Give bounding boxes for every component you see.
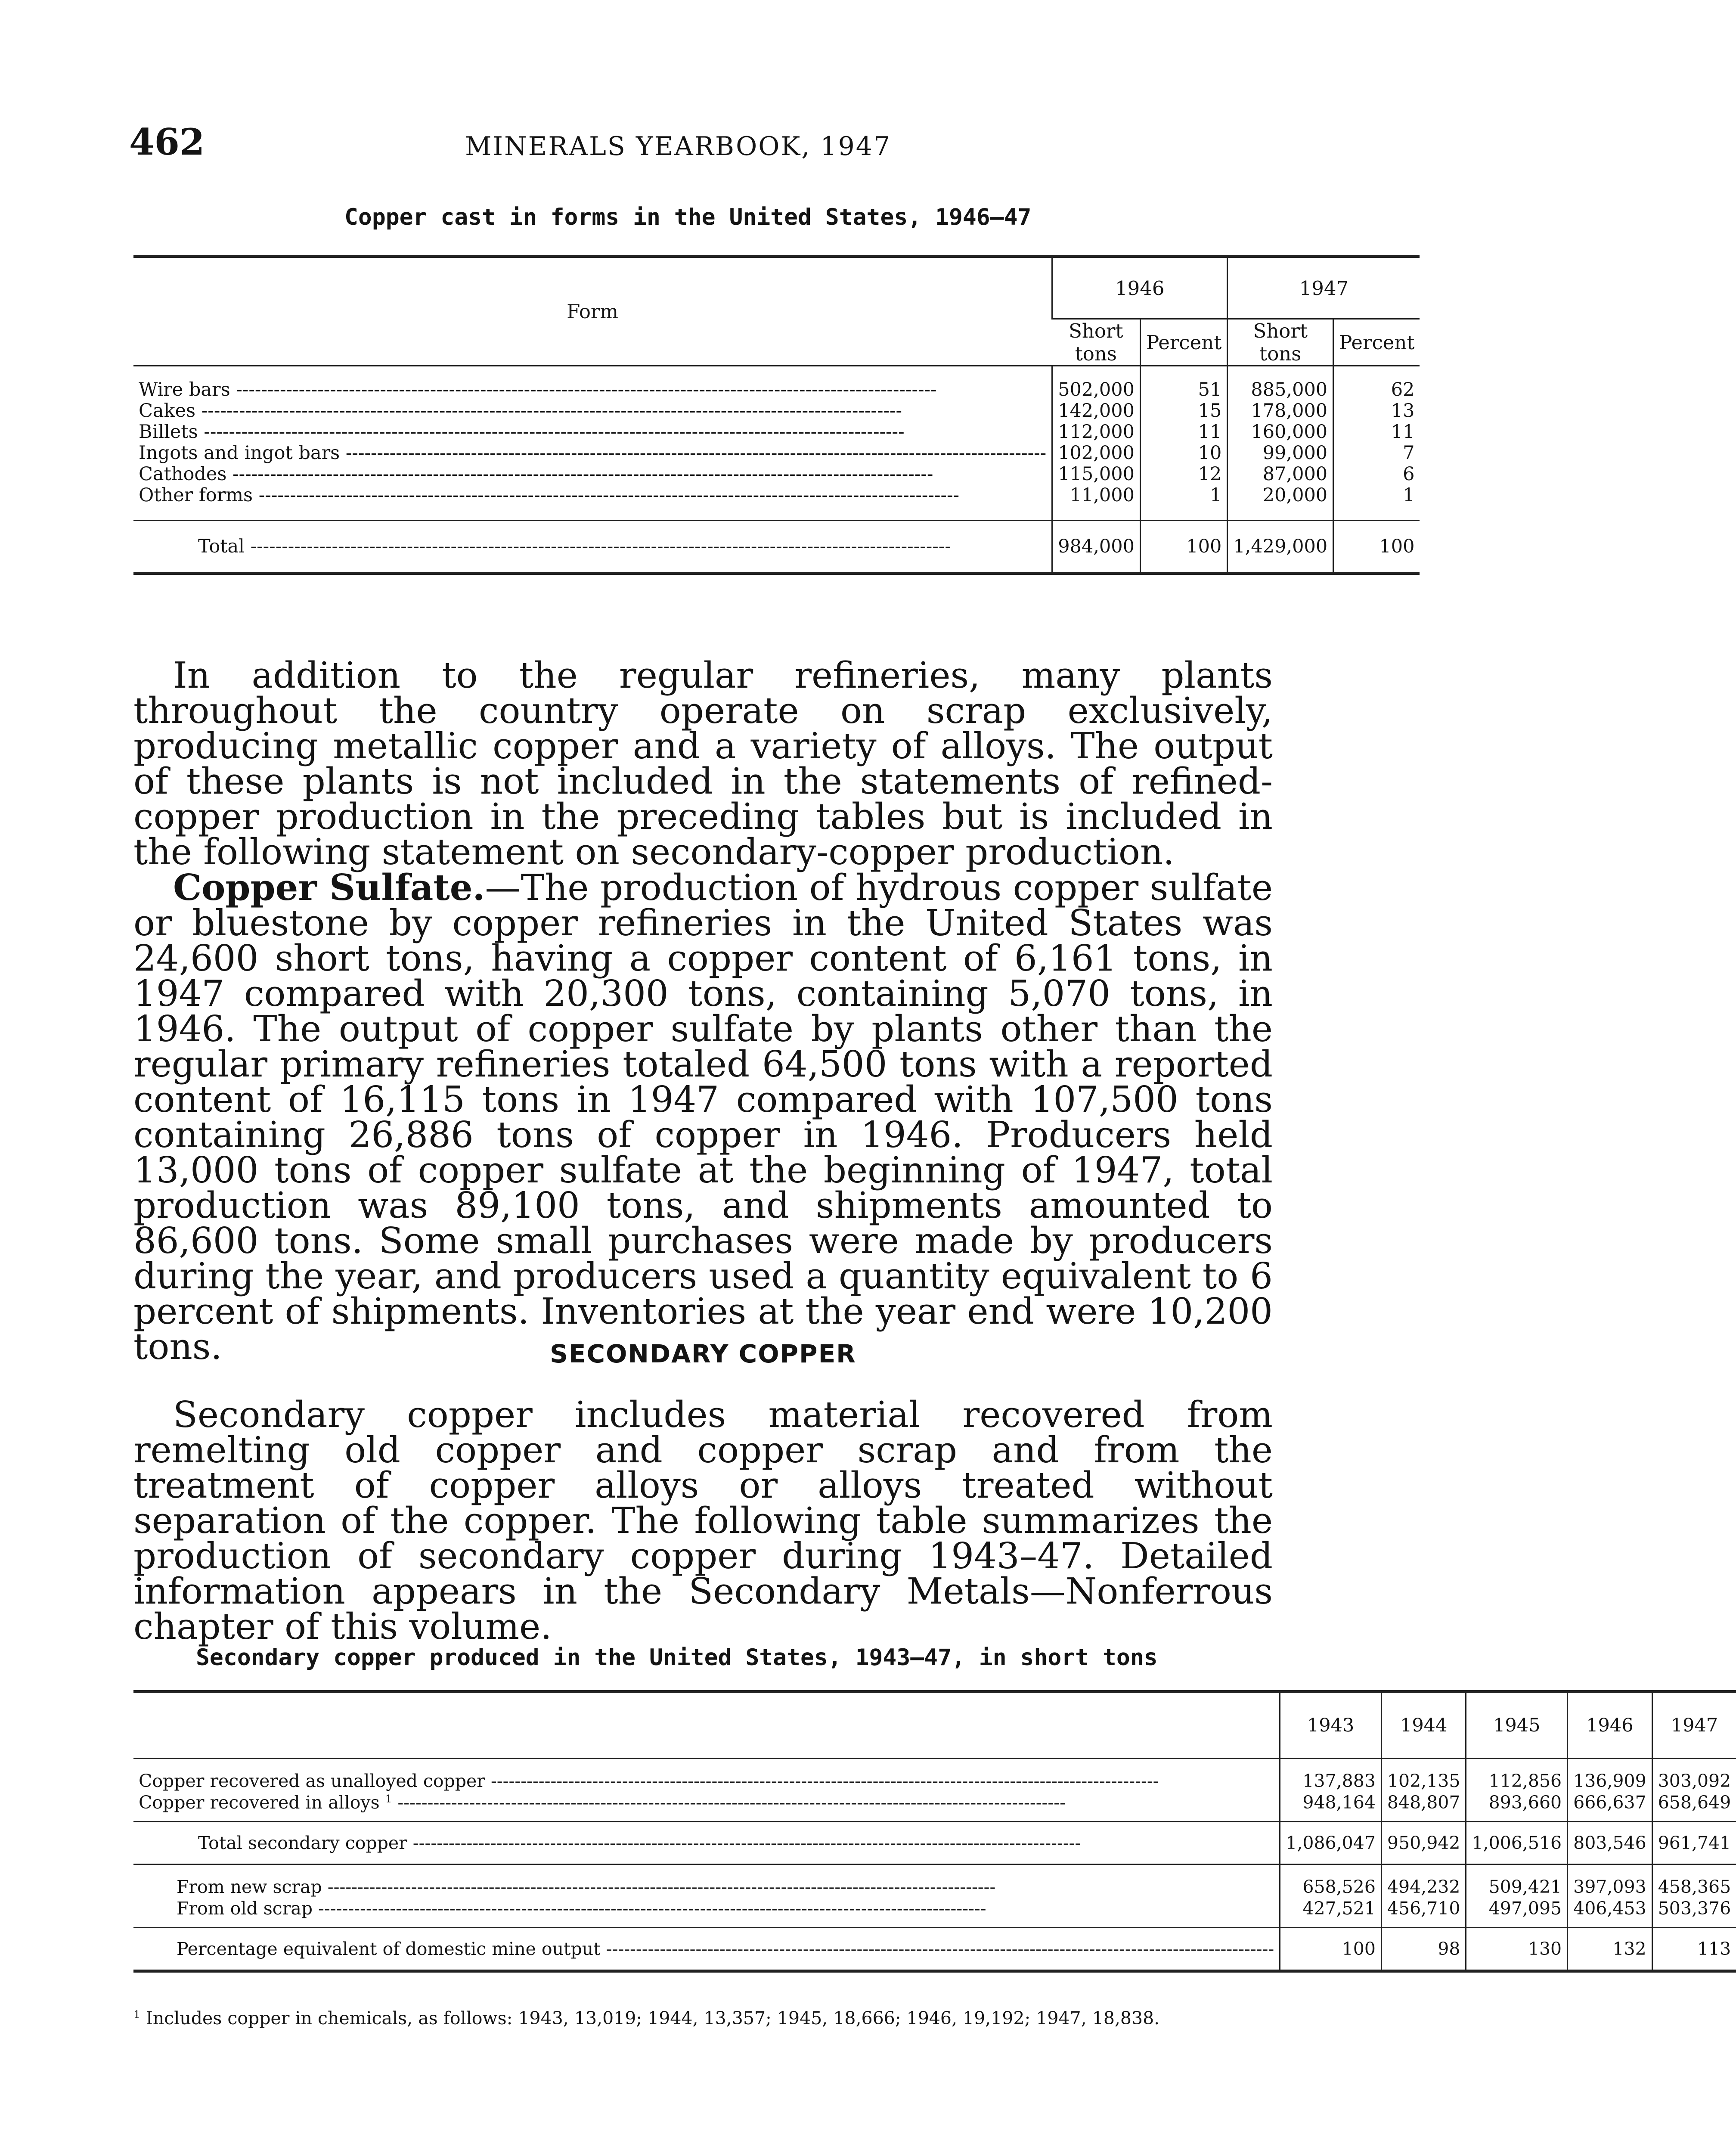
row-label: From new scrap (177, 1877, 322, 1897)
value-cell: 137,883 (1280, 1759, 1382, 1792)
tons-1947: 87,000 (1228, 464, 1333, 485)
total-tons-1947: 1,429,000 (1228, 521, 1333, 574)
footnote (133, 2007, 1273, 2030)
tons-1947: 160,000 (1228, 422, 1333, 443)
table-row (133, 366, 1420, 401)
percent-1947: 6 (1333, 464, 1420, 485)
value-cell: 130 (1466, 1928, 1568, 1971)
value-cell: 666,637 (1568, 1792, 1652, 1822)
value-cell: 503,376 (1652, 1898, 1736, 1928)
value-cell: 509,421 (1466, 1864, 1568, 1898)
copper-forms-table (133, 255, 1420, 575)
total-row (133, 521, 1420, 574)
percent-1946: 1 (1141, 485, 1228, 521)
table-row (133, 1928, 1736, 1971)
form-label: Wire bars (139, 379, 230, 400)
value-cell: 1,006,516 (1466, 1822, 1568, 1864)
row-label: Total secondary copper (198, 1833, 407, 1853)
total-percent-1946: 100 (1141, 521, 1228, 574)
year-header: 1944 (1381, 1692, 1466, 1759)
value-cell: 136,909 (1568, 1759, 1652, 1792)
year-header-1946: 1946 (1052, 257, 1228, 319)
short-tons-header: Short tons (1228, 319, 1333, 366)
value-cell: 494,232 (1381, 1864, 1466, 1898)
form-label: Billets (139, 421, 198, 443)
form-label: Ingots and ingot bars (139, 442, 340, 464)
footnote-marker: 1 (385, 1792, 392, 1805)
tons-1946: 115,000 (1052, 464, 1141, 485)
running-header (129, 121, 1274, 163)
total-label: Total (198, 536, 245, 557)
value-cell: 113 (1652, 1928, 1736, 1971)
table-row (133, 1792, 1736, 1822)
body-text-block (133, 1394, 1273, 1647)
table-row (133, 422, 1420, 443)
year-header: 1947 (1652, 1692, 1736, 1759)
table-row (133, 1759, 1736, 1792)
paragraph-refineries: In addition to the regular refineries, many plants throughout the country operate on scrap exclusively, producing metallic copper and a variety of alloys. The output of these plants is not included in the statements of refined-copper production in the preceding tables but is included in the following statement on secondary-copper production. (133, 655, 1273, 873)
percent-1947: 11 (1333, 422, 1420, 443)
table-row (133, 1864, 1736, 1898)
tons-1946: 142,000 (1052, 400, 1141, 422)
value-cell: 1,086,047 (1280, 1822, 1382, 1864)
short-tons-header: Short tons (1052, 319, 1141, 366)
year-header: 1945 (1466, 1692, 1568, 1759)
percent-1947: 7 (1333, 443, 1420, 464)
percent-1947: 62 (1333, 366, 1420, 401)
table1-title: Copper cast in forms in the United States, 1946–47 (344, 204, 1032, 230)
table-row (133, 443, 1420, 464)
label-column-header (133, 1692, 1280, 1759)
paragraph-secondary-copper: Secondary copper includes material recovered from remelting old copper and copper scrap and from the treatment of copper alloys or alloys treated without separation of the copper. The following table summarizes the production of secondary copper during 1943–47. Detailed information appears in the Secondary Metals—Nonferrous chapter of this volume. (133, 1394, 1273, 1647)
value-cell: 658,526 (1280, 1864, 1382, 1898)
percent-header: Percent (1141, 319, 1228, 366)
value-cell: 961,741 (1652, 1822, 1736, 1864)
value-cell: 948,164 (1280, 1792, 1382, 1822)
secondary-copper-table (133, 1690, 1736, 1973)
year-header: 1946 (1568, 1692, 1652, 1759)
footnote-text: Includes copper in chemicals, as follows: 1943, 13,019; 1944, 13,357; 1945, 18,666; 1946, 19,192; 1947, 18,838. (146, 2008, 1160, 2029)
value-cell: 658,649 (1652, 1792, 1736, 1822)
section-heading: SECONDARY COPPER (550, 1339, 856, 1368)
value-cell: 112,856 (1466, 1759, 1568, 1792)
table-row (133, 464, 1420, 485)
form-label: Cakes (139, 400, 196, 422)
value-cell: 406,453 (1568, 1898, 1652, 1928)
table2-title: Secondary copper produced in the United States, 1943–47, in short tons (196, 1644, 1158, 1671)
value-cell: 497,095 (1466, 1898, 1568, 1928)
body-text-block (133, 655, 1273, 1368)
value-cell: 950,942 (1381, 1822, 1466, 1864)
value-cell: 456,710 (1381, 1898, 1466, 1928)
percent-header: Percent (1333, 319, 1420, 366)
year-header-1947: 1947 (1228, 257, 1420, 319)
percent-1947: 1 (1333, 485, 1420, 521)
table-row (133, 1822, 1736, 1864)
value-cell: 848,807 (1381, 1792, 1466, 1822)
row-label: Percentage equivalent of domestic mine output (177, 1939, 601, 1959)
value-cell: 303,092 (1652, 1759, 1736, 1792)
year-header: 1943 (1280, 1692, 1382, 1759)
row-label: Copper recovered in alloys (139, 1792, 380, 1813)
paragraph-copper-sulfate-text: —The production of hydrous copper sulfate or bluestone by copper refineries in the United States was 24,600 short tons, having a copper content of 6,161 tons, in 1947 compared with 20,300 tons, containing 5,070 tons, in 1946. The output of copper sulfate by plants other than the regular primary refineries totaled 64,500 tons with a reported content of 16,115 tons in 1947 compared with 107,500 tons containing 26,886 tons of copper in 1946. Producers held 13,000 tons of copper sulfate at the beginning of 1947, total production was 89,100 tons, and shipments amounted to 86,600 tons. Some small purchases were made by producers during the year, and producers used a quantity equivalent to 6 percent of shipments. Inventories at the year end were 10,200 tons. (133, 867, 1273, 1368)
tons-1947: 20,000 (1228, 485, 1333, 521)
tons-1946: 112,000 (1052, 422, 1141, 443)
total-tons-1946: 984,000 (1052, 521, 1141, 574)
footnote-marker: 1 (133, 2008, 140, 2021)
value-cell: 427,521 (1280, 1898, 1382, 1928)
tons-1946: 102,000 (1052, 443, 1141, 464)
percent-1946: 51 (1141, 366, 1228, 401)
row-label: Copper recovered as unalloyed copper (139, 1771, 485, 1791)
tons-1947: 178,000 (1228, 400, 1333, 422)
tons-1947: 99,000 (1228, 443, 1333, 464)
table-row (133, 1898, 1736, 1928)
value-cell: 102,135 (1381, 1759, 1466, 1792)
value-cell: 132 (1568, 1928, 1652, 1971)
value-cell: 893,660 (1466, 1792, 1568, 1822)
total-percent-1947: 100 (1333, 521, 1420, 574)
value-cell: 458,365 (1652, 1864, 1736, 1898)
run-in-heading: Copper Sulfate. (173, 866, 485, 909)
page-number: 462 (129, 121, 205, 163)
percent-1946: 12 (1141, 464, 1228, 485)
percent-1946: 15 (1141, 400, 1228, 422)
percent-1946: 10 (1141, 443, 1228, 464)
row-label: From old scrap (177, 1898, 313, 1919)
tons-1946: 11,000 (1052, 485, 1141, 521)
tons-1947: 885,000 (1228, 366, 1333, 401)
tons-1946: 502,000 (1052, 366, 1141, 401)
table-row (133, 400, 1420, 422)
value-cell: 803,546 (1568, 1822, 1652, 1864)
running-title: MINERALS YEARBOOK, 1947 (465, 131, 892, 161)
percent-1946: 11 (1141, 422, 1228, 443)
paragraph-copper-sulfate (133, 866, 1273, 1368)
value-cell: 100 (1280, 1928, 1382, 1971)
form-label: Cathodes (139, 463, 227, 485)
table-row (133, 485, 1420, 521)
value-cell: 98 (1381, 1928, 1466, 1971)
form-label: Other forms (139, 484, 253, 506)
percent-1947: 13 (1333, 400, 1420, 422)
value-cell: 397,093 (1568, 1864, 1652, 1898)
form-column-header: Form (567, 300, 619, 323)
